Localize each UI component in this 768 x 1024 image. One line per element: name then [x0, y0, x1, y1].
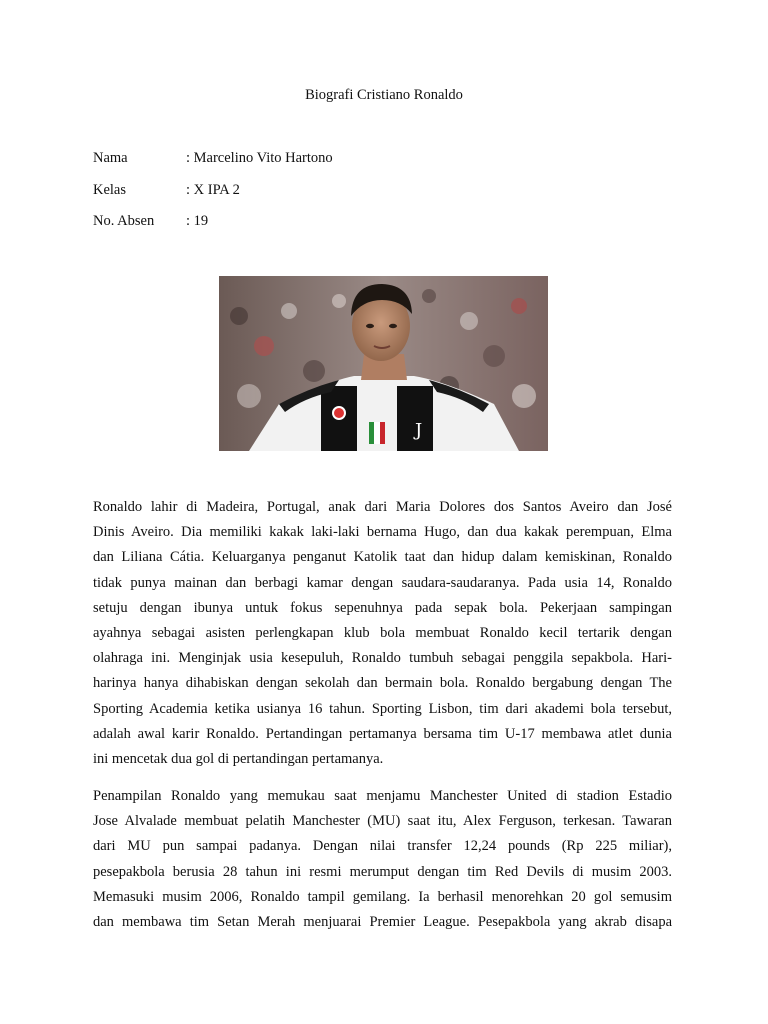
text-line: ayahnya sebagai asisten perlengkapan klub bola membuat Ronaldo kecil tertarik dengan — [93, 624, 672, 641]
info-label: Kelas — [93, 181, 127, 198]
text-line: Sporting Academia ketika usianya 16 tahun. Sporting Lisbon, tim dari akademi bola tersebut, — [93, 700, 672, 717]
text-line: harinya hanya dihabiskan dengan sekolah dan bermain bola. Ronaldo bergabung dengan The — [93, 675, 672, 692]
text-line: Jose Alvalade membuat pelatih Manchester (MU) saat itu, Alex Ferguson, terkesan. Tawaran — [93, 813, 672, 830]
text-line: pesepakbola berusia 28 tahun ini resmi merumput dengan tim Red Devils di musim 2003. — [93, 863, 672, 880]
text-line: dan membawa tim Setan Merah menjuarai Premier League. Pesepakbola yang akrab disapa — [93, 913, 672, 930]
text-line: Dinis Aveiro. Dia memiliki kakak laki-laki bernama Hugo, dan dua kakak perempuan, Elma — [93, 524, 672, 541]
portrait-photo-icon — [219, 276, 548, 451]
paragraph-1 — [93, 495, 672, 772]
paragraph-2 — [93, 784, 672, 935]
text-line: Ronaldo lahir di Madeira, Portugal, anak dari Maria Dolores dos Santos Aveiro dan José — [93, 499, 672, 515]
text-line: tidak punya mainan dan berbagi kamar dengan saudara-saudaranya. Pada usia 14, Ronaldo — [93, 574, 672, 591]
svg-text:J: J — [415, 420, 423, 441]
text-line: setuju dengan ibunya untuk fokus sepenuhnya pada sepak bola. Pekerjaan sampingan — [93, 599, 672, 616]
info-label: No. Absen — [93, 213, 155, 229]
info-value: : Marcelino Vito Hartono — [186, 150, 333, 166]
info-value: : 19 — [186, 213, 209, 229]
document-title: Biografi Cristiano Ronaldo — [305, 87, 463, 103]
text-line: ini mencetak dua gol di pertandingan pertamanya. — [93, 750, 384, 767]
info-label: Nama — [93, 150, 128, 166]
text-line: Penampilan Ronaldo yang memukau saat menjamu Manchester United di stadion Estadio — [93, 788, 672, 804]
text-line: dari MU pun sampai padanya. Dengan nilai transfer 12,24 pounds (Rp 225 miliar), — [93, 838, 672, 855]
text-line: olahraga ini. Menginjak usia kesepuluh, Ronaldo tumbuh sebagai penggila sepakbola. Hari- — [93, 650, 672, 667]
text-line: dan Liliana Cátia. Keluarganya penganut Katolik taat dan hidup dalam kemiskinan, Ronaldo — [93, 549, 672, 566]
info-value: : X IPA 2 — [186, 181, 240, 198]
text-line: Memasuki musim 2006, Ronaldo tampil gemilang. Ia berhasil menorehkan 20 gol semusim — [93, 888, 672, 905]
text-line: adalah awal karir Ronaldo. Pertandingan pertamanya bersama tim U-17 membawa atlet dunia — [93, 725, 672, 742]
